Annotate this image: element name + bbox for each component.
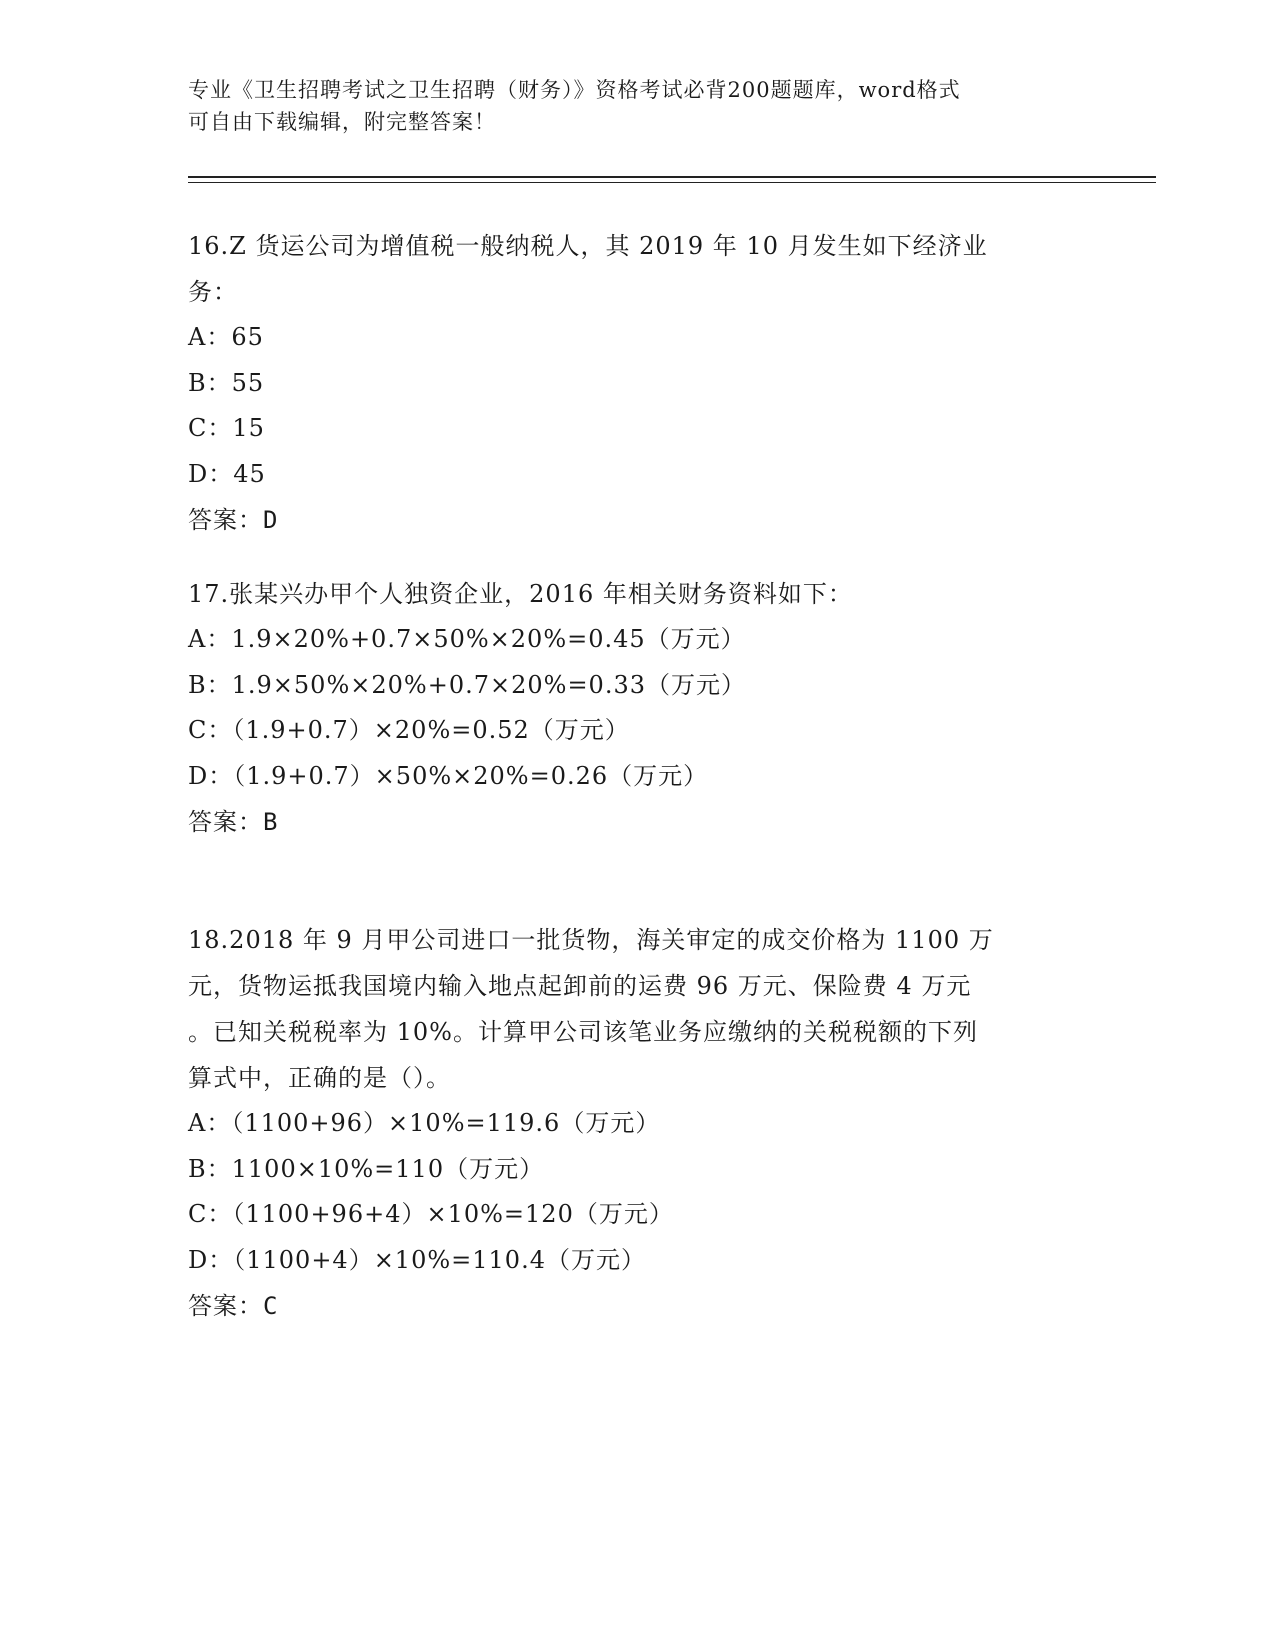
option-b: B：1100×10%=110（万元） (188, 1154, 545, 1183)
document-header (188, 74, 1068, 138)
option-a: A：1.9×20%+0.7×50%×20%=0.45（万元） (188, 625, 746, 653)
header-line-1: 专业《卫生招聘考试之卫生招聘（财务）》资格考试必背200题题库，word格式 (188, 78, 961, 102)
option-c: C：（1100+96+4）×10%=120（万元） (188, 1200, 674, 1228)
question-stem-line: 务： (188, 278, 238, 306)
answer-line: 答案：B (188, 808, 279, 836)
option-b: B：1.9×50%×20%+0.7×20%=0.33（万元） (188, 670, 746, 699)
option-d: D：（1.9+0.7）×50%×20%=0.26（万元） (188, 761, 709, 790)
option-c: C：15 (188, 414, 265, 442)
option-a: A：65 (188, 323, 264, 351)
header-divider-thick (188, 176, 1156, 178)
question-18 (188, 917, 1088, 1329)
option-b: B：55 (188, 368, 265, 397)
question-stem-line: 18.2018 年 9 月甲公司进口一批货物，海关审定的成交价格为 1100 万 (188, 926, 994, 954)
question-stem-line: 16.Z 货运公司为增值税一般纳税人，其 2019 年 10 月发生如下经济业 (188, 232, 988, 260)
question-stem-line: 。已知关税税率为 10%。计算甲公司该笔业务应缴纳的关税税额的下列 (188, 1018, 978, 1046)
header-line-2: 可自由下载编辑，附完整答案！ (188, 110, 496, 134)
answer-line: 答案：C (188, 1292, 279, 1320)
option-a: A：（1100+96）×10%=119.6（万元） (188, 1109, 661, 1137)
header-divider-thin (188, 182, 1156, 183)
option-c: C：（1.9+0.7）×20%=0.52（万元） (188, 716, 630, 744)
answer-line: 答案：D (188, 506, 279, 534)
option-d: D：（1100+4）×10%=110.4（万元） (188, 1245, 646, 1274)
question-16 (188, 223, 1088, 543)
option-d: D：45 (188, 459, 266, 488)
question-stem-line: 17.张某兴办甲个人独资企业，2016 年相关财务资料如下： (188, 580, 853, 608)
question-stem-line: 算式中，正确的是（）。 (188, 1064, 451, 1092)
question-17 (188, 571, 1088, 845)
question-stem-line: 元，货物运抵我国境内输入地点起卸前的运费 96 万元、保险费 4 万元 (188, 972, 972, 1000)
